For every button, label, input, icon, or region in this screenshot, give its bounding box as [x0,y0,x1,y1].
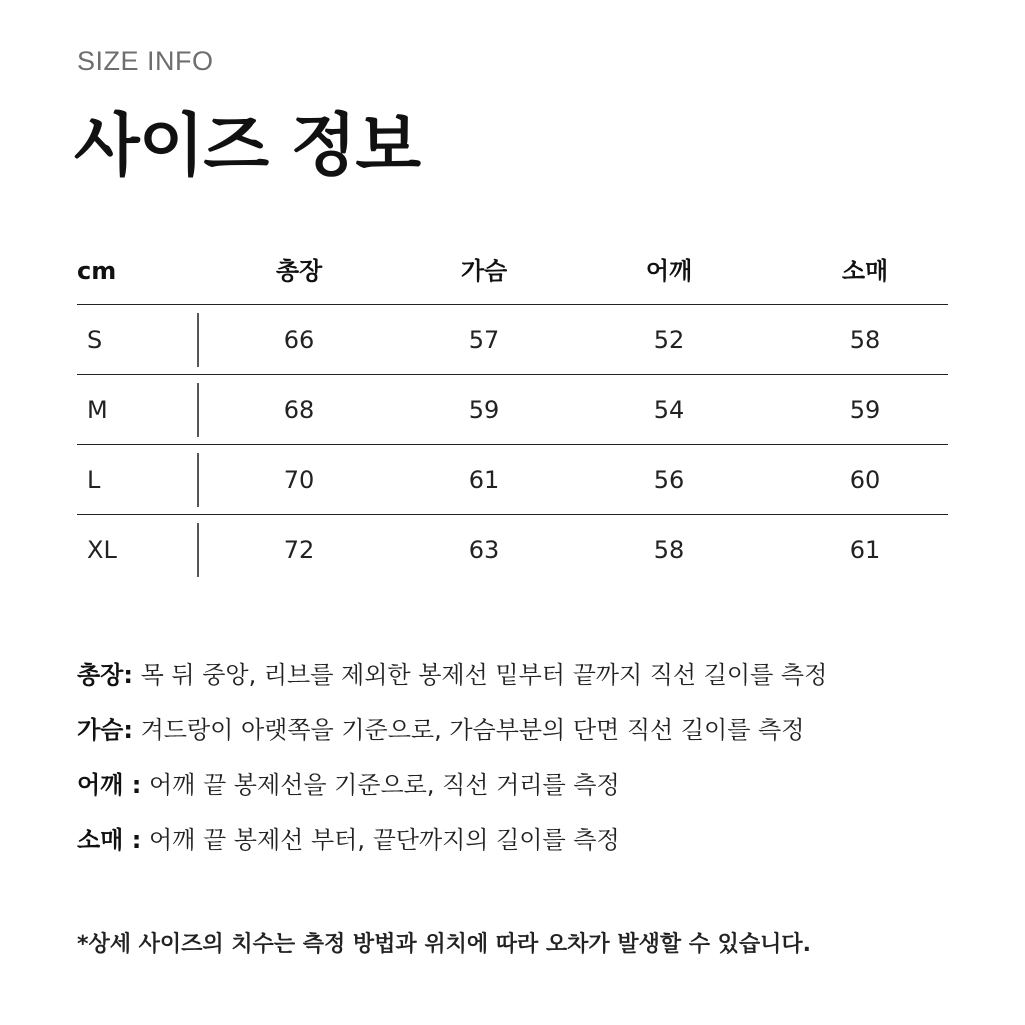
cell-length: 70 [283,466,315,494]
note-text: 목 뒤 중앙, 리브를 제외한 봉제선 밑부터 끝까지 직선 길이를 측정 [132,661,828,689]
size-label: M [87,396,108,424]
note-key: 총장: [77,661,133,689]
column-header-sleeve: 소매 [841,257,889,285]
size-label: S [87,326,103,354]
note-key: 가슴: [77,716,133,744]
column-header-length: 총장 [275,257,323,285]
cell-shoulder: 52 [653,326,685,354]
cell-sleeve: 60 [849,466,881,494]
note-key: 소매 : [77,826,142,854]
cell-sleeve: 61 [849,536,881,564]
table-row [77,515,948,584]
column-header-chest: 가슴 [460,257,508,285]
cell-length: 66 [283,326,315,354]
note-key: 어깨 : [77,771,142,799]
note-sleeve [77,825,827,880]
cell-chest: 57 [468,326,500,354]
cell-shoulder: 54 [653,396,685,424]
cell-sleeve: 59 [849,396,881,424]
row-divider [197,313,199,367]
page-subtitle: SIZE INFO [77,46,214,76]
table-row [77,445,948,515]
note-shoulder [77,770,827,825]
cell-chest: 59 [468,396,500,424]
cell-shoulder: 56 [653,466,685,494]
note-length [77,660,827,715]
cell-sleeve: 58 [849,326,881,354]
cell-length: 72 [283,536,315,564]
note-text: 어깨 끝 봉제선을 기준으로, 직선 거리를 측정 [141,771,620,799]
note-chest [77,715,827,770]
page-title: 사이즈 정보 [74,107,421,186]
row-divider [197,453,199,507]
cell-chest: 63 [468,536,500,564]
size-label: L [87,466,101,494]
table-row [77,375,948,445]
unit-label: cm [77,257,117,285]
table-header [77,238,948,305]
size-table [77,238,948,584]
table-row [77,305,948,375]
cell-shoulder: 58 [653,536,685,564]
note-text: 어깨 끝 봉제선 부터, 끝단까지의 길이를 측정 [141,826,620,854]
cell-length: 68 [283,396,315,424]
note-text: 겨드랑이 아랫쪽을 기준으로, 가슴부분의 단면 직선 길이를 측정 [132,716,805,744]
size-label: XL [87,536,117,564]
row-divider [197,383,199,437]
cell-chest: 61 [468,466,500,494]
row-divider [197,523,199,577]
measurement-notes [77,660,827,880]
footnote-disclaimer: *상세 사이즈의 치수는 측정 방법과 위치에 따라 오차가 발생할 수 있습니다. [77,932,812,957]
column-header-shoulder: 어깨 [645,257,693,285]
